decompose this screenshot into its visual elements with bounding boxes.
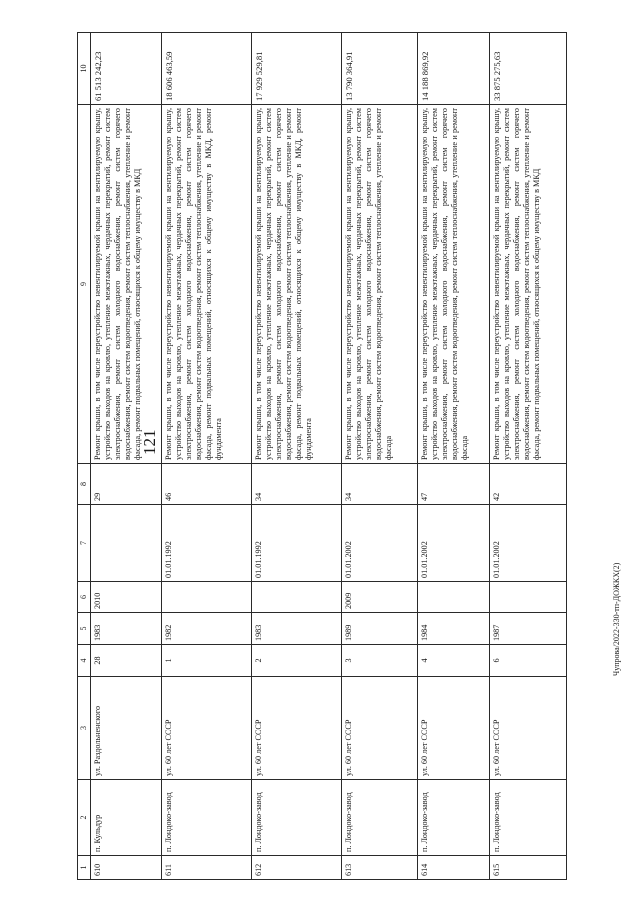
cell-settlement: п. Лондоко-завод	[417, 780, 490, 856]
cell-year-built: 1983	[251, 613, 341, 645]
column-header: 7	[78, 505, 91, 582]
cell-number: 611	[161, 856, 251, 880]
cell-street: ул. 60 лет СССР	[490, 677, 567, 780]
cell-works: Ремонт крыши, в том числе переустройство невентилируемой крыши на вентилируемую крышу, устройство выходов на кровлю, утепление межэтажных, чердачных перекрытий, ремонт систем электроснабжения, ремонт систем холодного водоснабжения, ремонт систем горячего водоснабжения, ремонт систем водоотведения, ремонт систем теплоснабжения, утепление и ремонт фасада, ремонт подвальных помещений, относящихся к общему имуществу в МКД, ремонт фундамента	[161, 105, 251, 464]
cell-year-built: 1982	[161, 613, 251, 645]
cell-works: Ремонт крыши, в том числе переустройство невентилируемой крыши на вентилируемую крышу, устройство выходов на кровлю, утепление межэтажных, чердачных перекрытий, ремонт систем электроснабжения, ремонт систем холодного водоснабжения, ремонт систем горячего водоснабжения, ремонт систем водоотведения, ремонт систем теплоснабжения, утепление и ремонт фасада, ремонт подвальных помещений, относящихся к общему имуществу в МКД	[91, 105, 162, 464]
cell-cost: 14 188 869,92	[417, 33, 490, 105]
cell-house: 3	[341, 645, 417, 677]
table-row	[161, 33, 251, 880]
cell-house: 2	[251, 645, 341, 677]
column-header: 2	[78, 780, 91, 856]
cell-street: ул. 60 лет СССР	[341, 677, 417, 780]
cell-works: Ремонт крыши, в том числе переустройство невентилируемой крыши на вентилируемую крышу, устройство выходов на кровлю, утепление межэтажных, чердачных перекрытий, ремонт систем электроснабжения, ремонт систем холодного водоснабжения, ремонт систем горячего водоснабжения, ремонт систем водоотведения, ремонт систем теплоснабжения, утепление и ремонт фасада, ремонт подвальных помещений, относящихся к общему имуществу в МКД, ремонт фундамента	[251, 105, 341, 464]
footer-reference: Чупрова/2022-330-тп-ДОЖКХ(2)	[612, 562, 621, 676]
cell-cost: 33 875 275,63	[490, 33, 567, 105]
column-header: 9	[78, 105, 91, 464]
cell-term: 34	[251, 464, 341, 505]
cell-date: 01.01.2002	[490, 505, 567, 582]
cell-year-built: 1984	[417, 613, 490, 645]
table-row	[490, 33, 567, 880]
cell-year-overhaul: 2010	[91, 582, 162, 613]
cell-year-built: 1989	[341, 613, 417, 645]
column-header: 8	[78, 464, 91, 505]
cell-works: Ремонт крыши, в том числе переустройство невентилируемой крыши на вентилируемую крышу, устройство выходов на кровлю, утепление межэтажных, чердачных перекрытий, ремонт систем электроснабжения, ремонт систем холодного водоснабжения, ремонт систем горячего водоснабжения, ремонт систем водоотведения, ремонт систем теплоснабжения, утепление и ремонт фасада	[417, 105, 490, 464]
column-header: 6	[78, 582, 91, 613]
table-row	[251, 33, 341, 880]
cell-number: 613	[341, 856, 417, 880]
cell-term: 29	[91, 464, 162, 505]
page-number: 121	[140, 429, 159, 455]
cell-date	[91, 505, 162, 582]
cell-date: 01.01.1992	[161, 505, 251, 582]
cell-cost: 61 513 242,23	[91, 33, 162, 105]
table-row	[91, 33, 162, 880]
cell-street: ул. 60 лет СССР	[161, 677, 251, 780]
cell-year-built: 1987	[490, 613, 567, 645]
cell-date: 01.01.2002	[417, 505, 490, 582]
cell-year-overhaul	[490, 582, 567, 613]
cell-street: ул. Раздольненского	[91, 677, 162, 780]
cell-date: 01.01.1992	[251, 505, 341, 582]
cell-year-overhaul	[161, 582, 251, 613]
cell-street: ул. 60 лет СССР	[417, 677, 490, 780]
cell-house: 6	[490, 645, 567, 677]
capital-repair-table	[77, 32, 567, 880]
cell-term: 46	[161, 464, 251, 505]
table-row	[417, 33, 490, 880]
cell-number: 615	[490, 856, 567, 880]
cell-number: 612	[251, 856, 341, 880]
cell-cost: 17 929 529,81	[251, 33, 341, 105]
column-header: 4	[78, 645, 91, 677]
cell-works: Ремонт крыши, в том числе переустройство невентилируемой крыши на вентилируемую крышу, устройство выходов на кровлю, утепление межэтажных, чердачных перекрытий, ремонт систем электроснабжения, ремонт систем холодного водоснабжения, ремонт систем горячего водоснабжения, ремонт систем водоотведения, ремонт систем теплоснабжения, утепление и ремонт фасада, ремонт подвальных помещений, относящихся к общему имуществу в МКД	[490, 105, 567, 464]
cell-house: 28	[91, 645, 162, 677]
column-header: 1	[78, 856, 91, 880]
cell-term: 34	[341, 464, 417, 505]
cell-cost: 18 606 463,59	[161, 33, 251, 105]
cell-date: 01.01.2002	[341, 505, 417, 582]
column-header: 10	[78, 33, 91, 105]
cell-number: 610	[91, 856, 162, 880]
cell-settlement: п. Лондоко-завод	[341, 780, 417, 856]
cell-term: 42	[490, 464, 567, 505]
cell-term: 47	[417, 464, 490, 505]
cell-house: 1	[161, 645, 251, 677]
cell-house: 4	[417, 645, 490, 677]
table-row	[341, 33, 417, 880]
cell-settlement: п. Лондоко-завод	[490, 780, 567, 856]
cell-year-overhaul	[417, 582, 490, 613]
column-header: 3	[78, 677, 91, 780]
cell-cost: 13 790 364,91	[341, 33, 417, 105]
cell-settlement: п. Кульдур	[91, 780, 162, 856]
cell-number: 614	[417, 856, 490, 880]
cell-year-overhaul	[251, 582, 341, 613]
column-header: 5	[78, 613, 91, 645]
cell-year-overhaul: 2009	[341, 582, 417, 613]
table-header-row	[78, 33, 91, 880]
cell-settlement: п. Лондоко-завод	[161, 780, 251, 856]
cell-works: Ремонт крыши, в том числе переустройство невентилируемой крыши на вентилируемую крышу, устройство выходов на кровлю, утепление межэтажных, чердачных перекрытий, ремонт систем электроснабжения, ремонт систем холодного водоснабжения, ремонт систем горячего водоснабжения, ремонт систем водоотведения, ремонт систем теплоснабжения, утепление и ремонт фасада	[341, 105, 417, 464]
cell-street: ул. 60 лет СССР	[251, 677, 341, 780]
cell-year-built: 1983	[91, 613, 162, 645]
cell-settlement: п. Лондоко-завод	[251, 780, 341, 856]
